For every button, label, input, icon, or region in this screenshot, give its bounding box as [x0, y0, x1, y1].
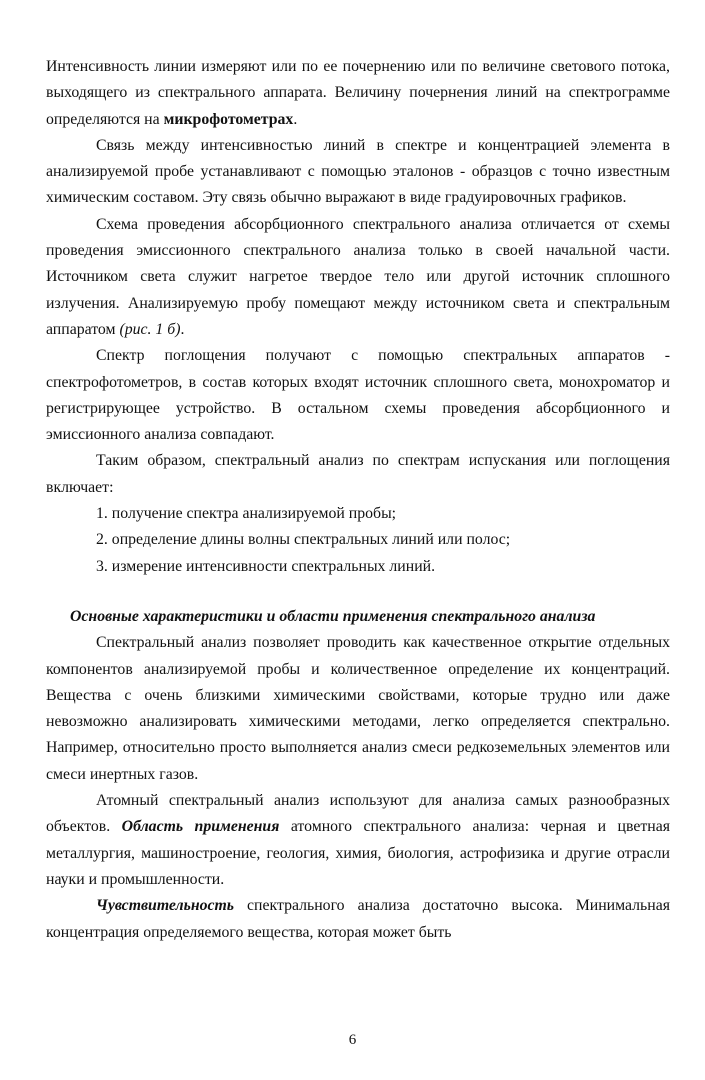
paragraph-qualitative-quantitative: Спектральный анализ позволяет проводить как качественное открытие отдельных компонентов анализируемой пробы и количественное определение их концентраций. Вещества с очень близкими химическими свойствами, которые трудно или даже невозможно анализировать химическими методами, легко определяется спектрально. Например, относительно просто выполняется анализ смеси редкоземельных элементов или смеси инертных газов.: [46, 634, 670, 783]
paragraph-sensitivity: [46, 893, 670, 946]
paragraph-standards: Связь между интенсивностью линий в спектре и концентрацией элемента в анализируемой пробе устанавливают с помощью эталонов - образцов с точно известным химическим составом. Эту связь обычно выражают в виде градуировочных графиков.: [46, 136, 670, 207]
paragraph-summary: Таким образом, спектральный анализ по спектрам испускания или поглощения включает:: [46, 452, 670, 496]
term-microphotometers: микрофотометрах: [163, 110, 294, 128]
paragraph-text: атомного спектрального анализа: черная и цветная металлургия, машиностроение, геология, химия, биология, астрофизика и другие отрасли науки и промышленности.: [46, 818, 670, 888]
paragraph-text: Схема проведения абсорбционного спектрального анализа отличается от схемы проведения эмиссионного спектрального анализа только в своей начальной части. Источником света служит нагретое твердое тело или другой источник сплошного излучения. Анализируемую пробу помещают между источником света и спектральным аппаратом: [46, 215, 670, 338]
paragraph-end: .: [293, 110, 298, 128]
paragraph-absorption-scheme: [46, 212, 670, 343]
list-item: 2. определение длины волны спектральных линий или полос;: [96, 531, 511, 549]
list-item: 1. получение спектра анализируемой пробы;: [96, 505, 397, 523]
section-heading: Основные характеристики и области применения спектрального анализа: [70, 607, 596, 625]
paragraph-absorption-spectrum: Спектр поглощения получают с помощью спектральных аппаратов - спектрофотометров, в состав которых входят источник сплошного света, монохроматор и регистрирующее устройство. В остальном схемы проведения абсорбционного и эмиссионного анализа совпадают.: [46, 347, 670, 444]
paragraph-end: .: [180, 320, 185, 338]
paragraph-application-area: [46, 788, 670, 893]
figure-reference: (рис. 1 б): [119, 320, 181, 338]
list-item: 3. измерение интенсивности спектральных линий.: [96, 557, 436, 575]
paragraph-text: Атомный спектральный анализ используют для анализа самых разнообразных объектов.: [46, 792, 670, 836]
paragraph-intensity: [46, 54, 670, 133]
paragraph-text: Интенсивность линии измеряют или по ее почернению или по величине светового потока, выходящего из спектрального аппарата. Величину почернения линий на спектрограмме определяются на: [46, 58, 670, 128]
page-number: 6: [348, 1032, 357, 1048]
term-application-area: Область применения: [121, 818, 280, 836]
steps-list: [46, 501, 670, 580]
term-sensitivity: Чувствительность: [96, 897, 235, 915]
paragraph-text: спектрального анализа достаточно высока. Минимальная концентрация определяемого вещества, которая может быть: [46, 897, 670, 941]
page-content: [46, 54, 670, 946]
